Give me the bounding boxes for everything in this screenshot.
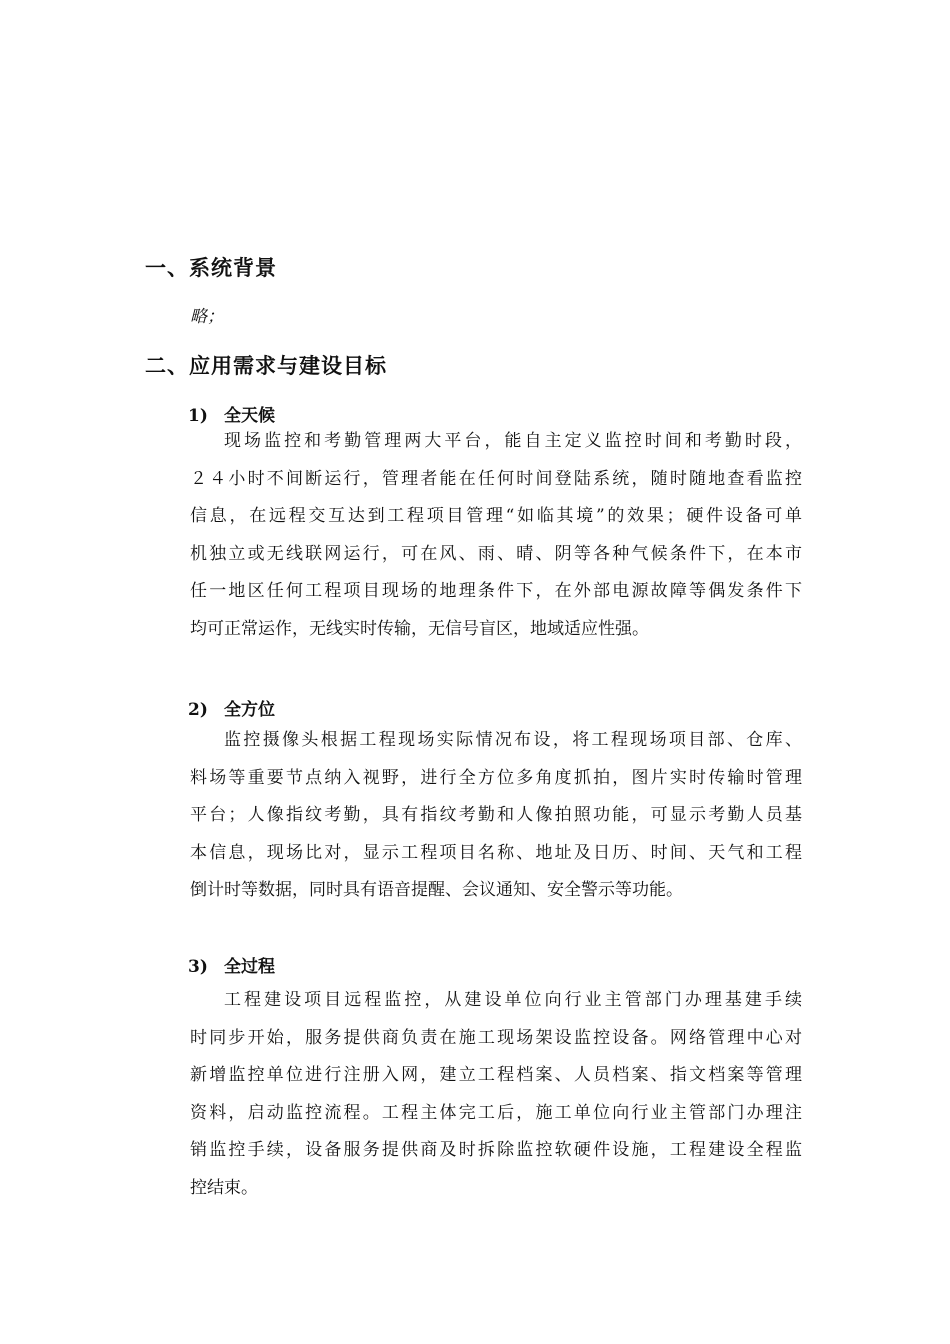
paragraph-line: 信息，在远程交互达到工程项目管理“如临其境”的效果；硬件设备可单 — [190, 506, 802, 526]
paragraph-line: 现场监控和考勤管理两大平台，能自主定义监控时间和考勤时段， — [224, 431, 802, 451]
background-note: 略； — [190, 307, 224, 327]
paragraph-line: 料场等重要节点纳入视野，进行全方位多角度抓拍，图片实时传输时管理 — [190, 767, 802, 788]
subheading-title: 全过程 — [224, 957, 275, 977]
paragraph-line: 控结束。 — [190, 1177, 258, 1198]
paragraph-whole-process — [190, 982, 802, 1207]
subheading-number: 3) — [188, 957, 208, 977]
paragraph-line: 平台；人像指纹考勤，具有指纹考勤和人像拍照功能，可显示考勤人员基 — [190, 805, 802, 825]
paragraph-line: 销监控手续，设备服务提供商及时拆除监控软硬件设施，工程建设全程监 — [190, 1140, 802, 1160]
subheading-all-directions — [188, 695, 275, 720]
subheading-number: 2) — [188, 700, 208, 720]
subheading-number: 1) — [188, 406, 208, 426]
section-heading-requirements: 二、应用需求与建设目标 — [145, 353, 387, 378]
paragraph-line: 本信息，现场比对，显示工程项目名称、地址及日历、时间、天气和工程 — [190, 842, 802, 863]
paragraph-line: 均可正常运作，无线实时传输，无信号盲区，地域适应性强。 — [190, 618, 649, 639]
section-heading-background: 一、系统背景 — [145, 255, 277, 280]
subheading-whole-process — [188, 952, 275, 977]
paragraph-all-weather — [190, 423, 802, 648]
paragraph-line: 倒计时等数据，同时具有语音提醒、会议通知、安全警示等功能。 — [190, 880, 683, 900]
paragraph-line: 任一地区任何工程项目现场的地理条件下，在外部电源故障等偶发条件下 — [190, 581, 802, 601]
paragraph-line: 时同步开始，服务提供商负责在施工现场架设监控设备。网络管理中心对 — [190, 1027, 802, 1048]
paragraph-line: ２４小时不间断运行，管理者能在任何时间登陆系统，随时随地查看监控 — [190, 468, 802, 489]
paragraph-all-directions — [190, 722, 802, 910]
paragraph-line: 监控摄像头根据工程现场实际情况布设，将工程现场项目部、仓库、 — [224, 730, 802, 750]
paragraph-line: 机独立或无线联网运行，可在风、雨、晴、阴等各种气候条件下，在本市 — [190, 543, 802, 564]
paragraph-line: 新增监控单位进行注册入网，建立工程档案、人员档案、指文档案等管理 — [190, 1065, 802, 1085]
paragraph-line: 工程建设项目远程监控，从建设单位向行业主管部门办理基建手续 — [224, 990, 802, 1010]
subheading-title: 全方位 — [224, 700, 275, 720]
paragraph-line: 资料，启动监控流程。工程主体完工后，施工单位向行业主管部门办理注 — [190, 1102, 802, 1123]
subheading-title: 全天候 — [224, 406, 275, 426]
